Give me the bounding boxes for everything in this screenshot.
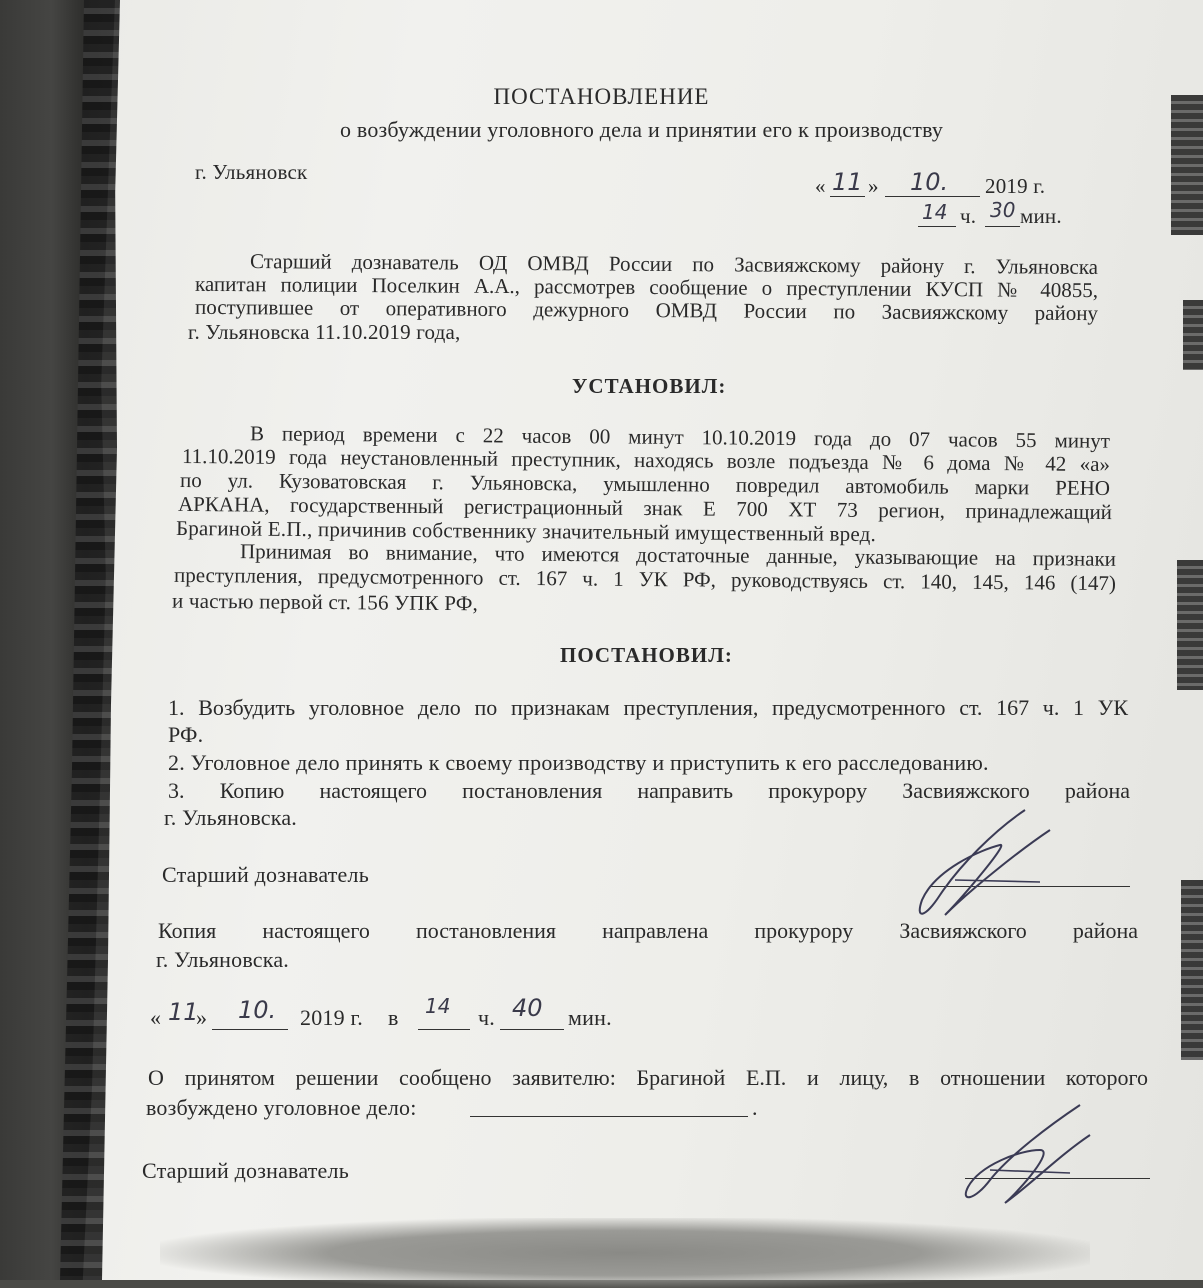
intro-line: г. Ульяновска 11.10.2019 года, [188, 320, 461, 344]
intro-line: поступившее от оперативного дежурного ОМВД России по Засвияжскому району [194, 294, 1099, 326]
established-line: по ул. Кузоватовская г. Ульяновска, умышленно повредил автомобиль марки РЕНО [179, 467, 1111, 501]
toner-mark-right [1171, 95, 1203, 235]
document-title: ПОСТАНОВЛЕНИЕ [493, 84, 710, 109]
copy-time-minute-handwritten: 40 [512, 994, 543, 1022]
copy-time-minute-suffix: мин. [568, 1005, 612, 1030]
copy-time-minute-underline [500, 1029, 564, 1030]
resolved-line: 3. Копию настоящего постановления направить прокурору Засвияжского района [168, 778, 1130, 803]
document-city: г. Ульяновск [195, 160, 308, 184]
copy-date-close-quote: » [196, 1005, 208, 1030]
date-month-handwritten: 10. [910, 168, 949, 196]
established-line: АРКАНА, государственный регистрационный знак Е 700 ХТ 73 регион, принадлежащий [177, 491, 1113, 525]
copy-time-hour-underline [418, 1029, 470, 1030]
intro-line: Старший дознаватель ОД ОМВД России по Засвияжскому району г. Ульяновска [249, 249, 1099, 279]
copy-date-open-quote: « [150, 1005, 162, 1030]
established-line: Брагиной Е.П., причинив собственнику значительный имущественный вред. [175, 515, 877, 547]
established-line: преступления, предусмотренного ст. 167 ч. 1 УК РФ, руководствуясь ст. 140, 145, 146 (147) [173, 562, 1117, 596]
notified-line: возбуждено уголовное дело: [146, 1095, 417, 1120]
copy-time-hour-suffix: ч. [478, 1005, 495, 1030]
resolved-line: 1. Возбудить уголовное дело по признакам преступления, предусмотренного ст. 167 ч. 1 УК [168, 695, 1128, 720]
resolved-line: г. Ульяновска. [164, 805, 297, 830]
copy-date-day-handwritten: 11 [168, 998, 199, 1026]
toner-mark-right [1181, 880, 1203, 1060]
notified-blank-line [470, 1116, 748, 1117]
copy-date-year: 2019 г. [300, 1005, 363, 1030]
established-line: 11.10.2019 года неустановленный преступник, находясь возле подъезда № 6 дома № 42 «а» [181, 443, 1111, 477]
intro-line: капитан полиции Поселкин А.А., рассмотрев сообщение о преступлении КУСП № 40855, [194, 271, 1099, 303]
notified-line-end: . [752, 1095, 758, 1120]
copy-date-month-handwritten: 10. [238, 996, 277, 1024]
time-hour-handwritten: 14 [922, 200, 948, 224]
notified-line: О принятом решении сообщено заявителю: Брагиной Е.П. и лицу, в отношении которого [148, 1065, 1148, 1090]
document-subtitle: о возбуждении уголовного дела и принятии его к производству [340, 117, 944, 142]
toner-mark-right [1183, 300, 1203, 370]
time-minute-underline [985, 226, 1020, 227]
heading-resolved: ПОСТАНОВИЛ: [560, 643, 733, 667]
signature-handwritten [900, 790, 1070, 930]
established-line: Принимая во внимание, что имеются достаточные данные, указывающие на признаки [239, 539, 1117, 571]
date-month-underline [885, 196, 980, 197]
date-close-quote: » [868, 174, 879, 198]
resolved-line: РФ. [168, 722, 204, 747]
signature-handwritten [950, 1095, 1100, 1215]
copy-date-month-underline [212, 1029, 288, 1030]
toner-mark-right [1177, 560, 1203, 690]
resolved-line: 2. Уголовное дело принять к своему производству и приступить к его расследованию. [168, 750, 989, 775]
time-hour-underline [918, 226, 956, 227]
signer-label: Старший дознаватель [162, 862, 369, 887]
copy-sent-line: Копия настоящего постановления направлена прокурору Засвияжского района [158, 918, 1138, 943]
heading-established: УСТАНОВИЛ: [572, 374, 727, 398]
time-minute-suffix: мин. [1020, 204, 1062, 228]
copy-date-at: в [388, 1005, 399, 1030]
date-open-quote: « [815, 174, 826, 198]
time-minute-handwritten: 30 [990, 198, 1016, 222]
copy-time-hour-handwritten: 14 [425, 994, 451, 1018]
date-day-underline [830, 196, 865, 197]
date-year: 2019 г. [985, 174, 1046, 198]
established-line: В период времени с 22 часов 00 минут 10.10.2019 года до 07 часов 55 минут [249, 421, 1111, 453]
copy-sent-line: г. Ульяновска. [156, 947, 289, 972]
time-hour-suffix: ч. [960, 204, 977, 228]
scan-shadow-bottom [160, 1218, 1090, 1288]
date-day-handwritten: 11 [832, 168, 863, 196]
established-line: и частью первой ст. 156 УПК РФ, [171, 588, 479, 616]
signer-label: Старший дознаватель [142, 1158, 349, 1183]
